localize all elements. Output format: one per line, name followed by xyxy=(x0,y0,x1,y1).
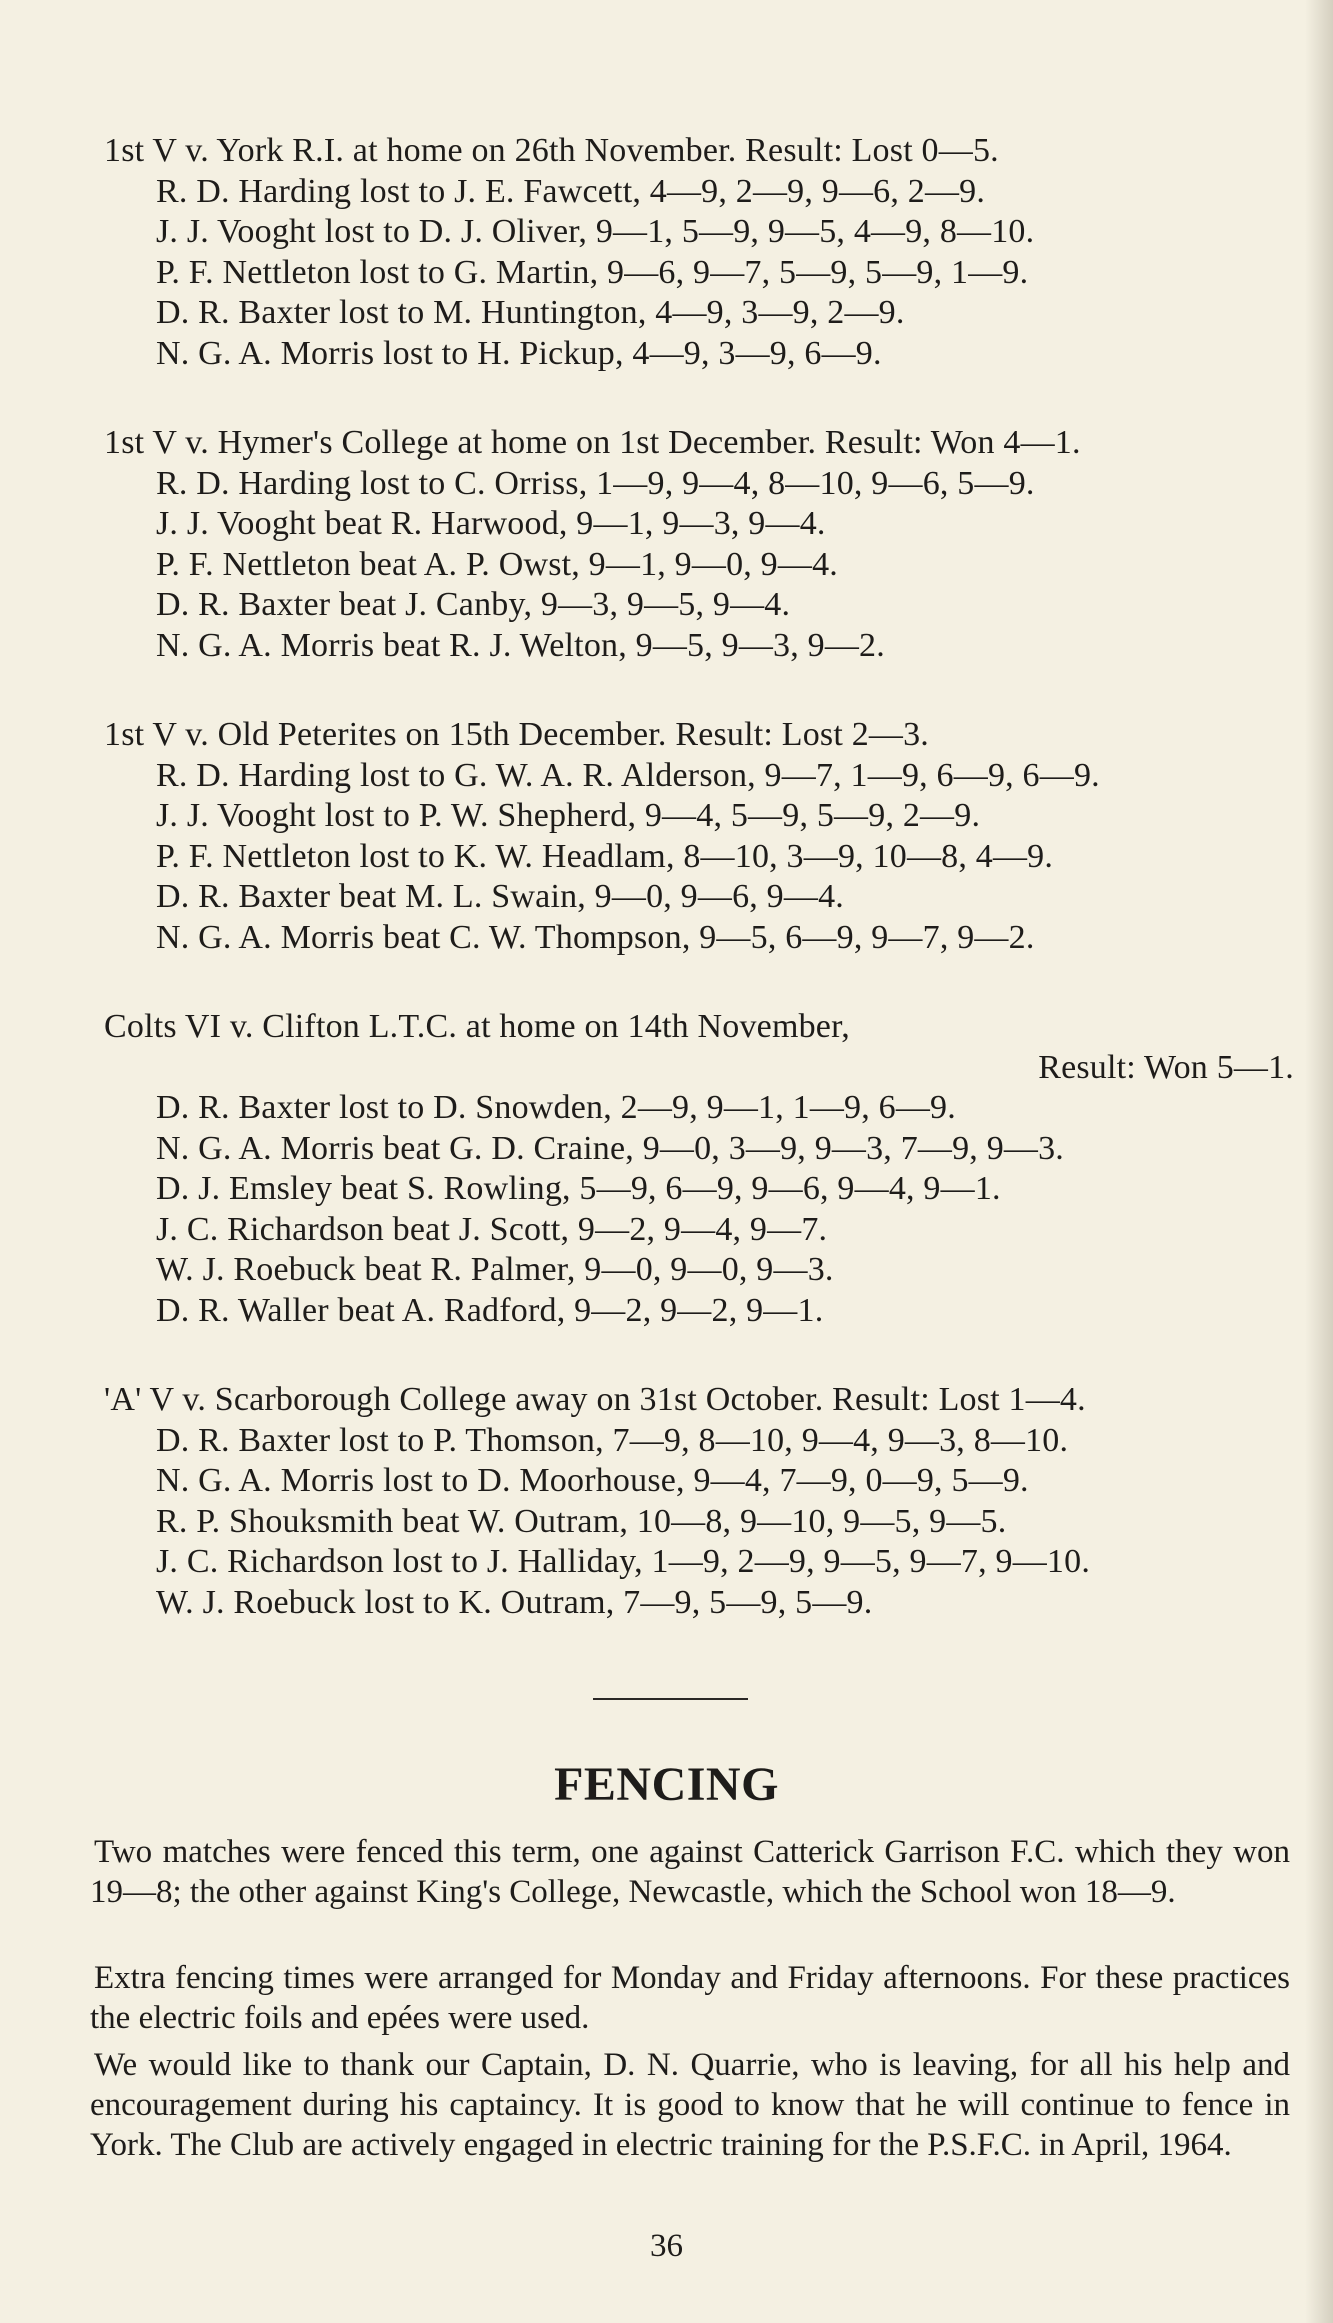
match-result-line: D. R. Baxter beat J. Canby, 9—3, 9—5, 9—4. xyxy=(156,586,791,623)
match-block-scarborough-college xyxy=(104,1380,1294,1623)
match-result-line: P. F. Nettleton lost to K. W. Headlam, 8—10, 3—9, 10—8, 4—9. xyxy=(156,837,1054,875)
fencing-paragraph: Two matches were fenced this term, one against Catterick Garrison F.C. which they won 19—8; the other against King's College, Newcastle, which the School won 18—9. xyxy=(90,1834,1290,1910)
match-result-line: D. R. Baxter lost to D. Snowden, 2—9, 9—1, 1—9, 6—9. xyxy=(156,1089,956,1126)
match-header: 1st V v. Hymer's College at home on 1st December. Result: Won 4—1. xyxy=(104,424,1081,461)
match-result-summary: Result: Won 5—1. xyxy=(1038,1048,1294,1086)
match-result-line: J. J. Vooght beat R. Harwood, 9—1, 9—3, 9—4. xyxy=(156,505,826,542)
section-heading-fencing: FENCING xyxy=(554,1758,779,1811)
match-block-old-peterites xyxy=(104,715,1294,958)
fencing-paragraph: We would like to thank our Captain, D. N. Quarrie, who is leaving, for all his help and encouragement during his captaincy. It is good to know that he will continue to fence in York. The Club are actively engaged in electric training for the P.S.F.C. in April, 1964. xyxy=(90,2047,1290,2163)
match-result-line: D. R. Baxter lost to P. Thomson, 7—9, 8—10, 9—4, 9—3, 8—10. xyxy=(156,1421,1069,1459)
match-result-line: D. R. Waller beat A. Radford, 9—2, 9—2, 9—1. xyxy=(156,1291,824,1329)
match-result-line: N. G. A. Morris beat C. W. Thompson, 9—5, 6—9, 9—7, 9—2. xyxy=(156,918,1035,956)
match-result-line: P. F. Nettleton lost to G. Martin, 9—6, 9—7, 5—9, 5—9, 1—9. xyxy=(156,253,1029,291)
match-block-york-ri xyxy=(104,131,1294,374)
match-block-clifton-ltc xyxy=(104,1007,1294,1331)
match-result-line: R. D. Harding lost to J. E. Fawcett, 4—9, 2—9, 9—6, 2—9. xyxy=(156,172,986,210)
match-header: 1st V v. Old Peterites on 15th December. Result: Lost 2—3. xyxy=(104,716,930,753)
match-header: Colts VI v. Clifton L.T.C. at home on 14th November, xyxy=(104,1008,850,1045)
fencing-paragraph: Extra fencing times were arranged for Monday and Friday afternoons. For these practices the electric foils and epées were used. xyxy=(90,1960,1290,2036)
page-number: 36 xyxy=(650,2228,683,2264)
match-result-line: N. G. A. Morris lost to H. Pickup, 4—9, 3—9, 6—9. xyxy=(156,334,882,372)
match-result-line: R. D. Harding lost to G. W. A. R. Alderson, 9—7, 1—9, 6—9, 6—9. xyxy=(156,756,1100,794)
match-header: 1st V v. York R.I. at home on 26th November. Result: Lost 0—5. xyxy=(104,132,999,169)
page-edge-shadow xyxy=(1305,0,1333,2323)
match-result-line: D. J. Emsley beat S. Rowling, 5—9, 6—9, 9—6, 9—4, 9—1. xyxy=(156,1170,1001,1207)
match-result-line: W. J. Roebuck beat R. Palmer, 9—0, 9—0, 9—3. xyxy=(156,1251,834,1288)
match-result-line: J. C. Richardson lost to J. Halliday, 1—9, 2—9, 9—5, 9—7, 9—10. xyxy=(156,1543,1091,1580)
match-result-line: N. G. A. Morris lost to D. Moorhouse, 9—4, 7—9, 0—9, 5—9. xyxy=(156,1462,1029,1499)
section-divider xyxy=(593,1698,748,1700)
match-result-line: R. D. Harding lost to C. Orriss, 1—9, 9—4, 8—10, 9—6, 5—9. xyxy=(156,464,1035,502)
match-result-line: D. R. Baxter beat M. L. Swain, 9—0, 9—6, 9—4. xyxy=(156,878,844,915)
match-block-hymers-college xyxy=(104,423,1294,666)
match-result-line: J. J. Vooght lost to D. J. Oliver, 9—1, 5—9, 9—5, 4—9, 8—10. xyxy=(156,213,1035,250)
match-result-line: D. R. Baxter lost to M. Huntington, 4—9, 3—9, 2—9. xyxy=(156,294,905,331)
match-result-line: R. P. Shouksmith beat W. Outram, 10—8, 9—10, 9—5, 9—5. xyxy=(156,1502,1007,1540)
match-result-line: J. C. Richardson beat J. Scott, 9—2, 9—4, 9—7. xyxy=(156,1210,828,1248)
match-result-line: N. G. A. Morris beat R. J. Welton, 9—5, 9—3, 9—2. xyxy=(156,626,885,664)
match-result-line: W. J. Roebuck lost to K. Outram, 7—9, 5—9, 5—9. xyxy=(156,1583,873,1621)
match-header: 'A' V v. Scarborough College away on 31st October. Result: Lost 1—4. xyxy=(104,1381,1086,1418)
match-result-line: P. F. Nettleton beat A. P. Owst, 9—1, 9—0, 9—4. xyxy=(156,545,838,583)
match-result-line: J. J. Vooght lost to P. W. Shepherd, 9—4, 5—9, 5—9, 2—9. xyxy=(156,797,981,834)
match-result-line: N. G. A. Morris beat G. D. Craine, 9—0, 3—9, 9—3, 7—9, 9—3. xyxy=(156,1129,1065,1167)
